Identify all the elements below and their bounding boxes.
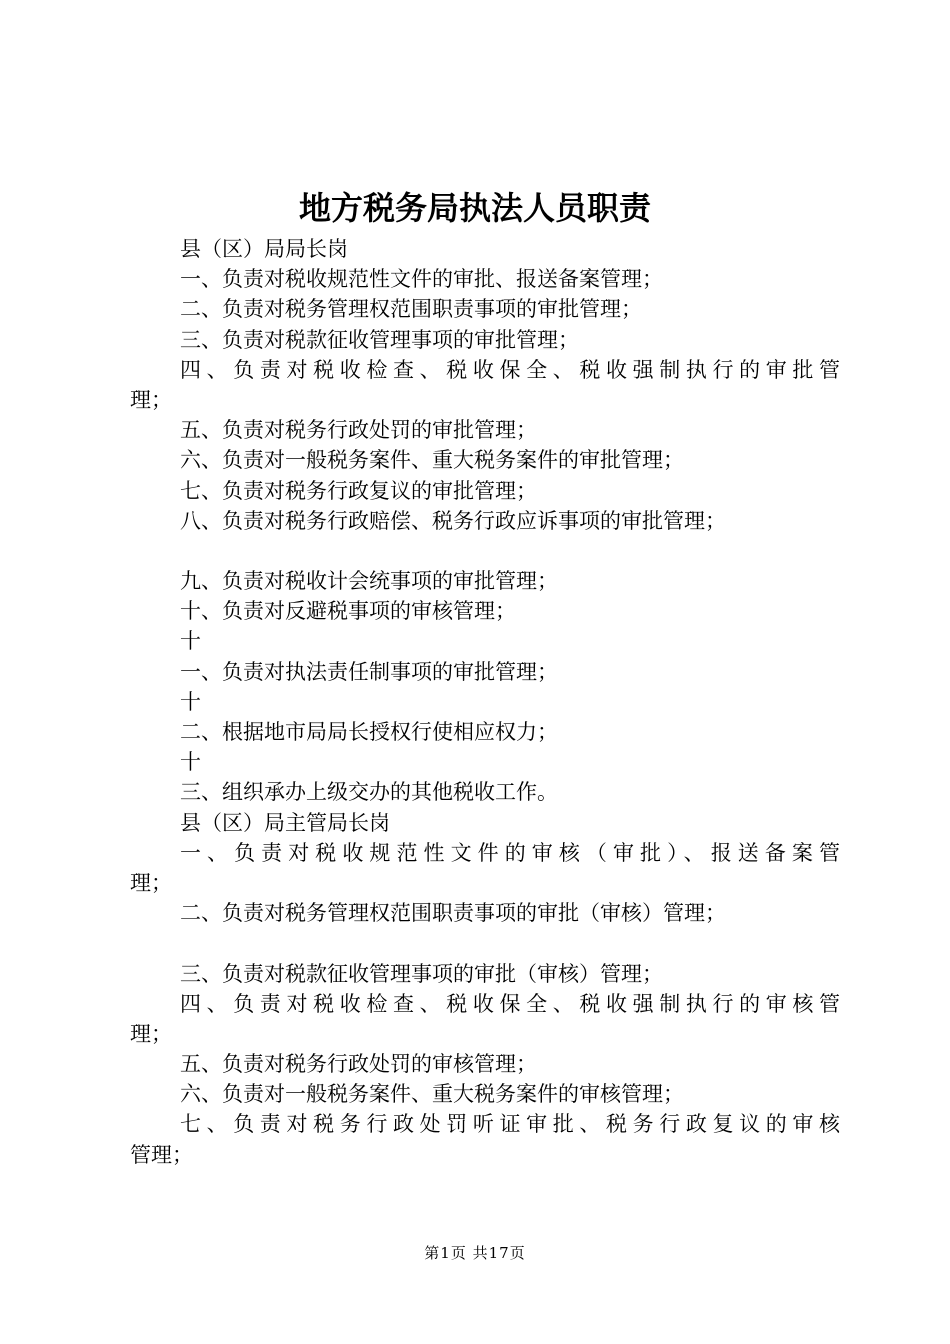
paragraph-line: 五、负责对税务行政处罚的审核管理； [180, 1052, 537, 1077]
paragraph-line: 十、负责对反避税事项的审核管理； [180, 599, 516, 624]
paragraph-line: 理； [130, 870, 172, 895]
paragraph-line: 二、负责对税务管理权范围职责事项的审批管理； [180, 297, 642, 322]
paragraph-line: 一、负责对税收规范性文件的审核（审批）、报送备案管 [180, 840, 840, 865]
paragraph-line: 县（区）局局长岗 [180, 237, 348, 261]
paragraph-line: 五、负责对税务行政处罚的审批管理； [180, 418, 537, 443]
page-title: 地方税务局执法人员职责 [298, 189, 651, 227]
paragraph-line: 九、负责对税收计会统事项的审批管理； [180, 569, 558, 594]
paragraph-line: 三、负责对税款征收管理事项的审批管理； [180, 327, 579, 352]
page-number-footer: 第1页 共17页 [424, 1244, 526, 1262]
paragraph-line: 六、负责对一般税务案件、重大税务案件的审核管理； [180, 1082, 684, 1107]
paragraph-line: 四、负责对税收检查、税收保全、税收强制执行的审核管 [180, 991, 840, 1016]
paragraph-line: 管理； [130, 1142, 193, 1167]
blank-line [130, 536, 840, 566]
paragraph-line: 理； [130, 1021, 172, 1046]
paragraph-line: 一、负责对执法责任制事项的审批管理； [180, 659, 558, 684]
paragraph-line: 十 [180, 750, 201, 775]
document-body [130, 234, 840, 1170]
paragraph-line: 一、负责对税收规范性文件的审批、报送备案管理； [180, 267, 663, 292]
paragraph-line: 十 [180, 689, 201, 714]
paragraph-line: 县（区）局主管局长岗 [180, 810, 390, 835]
paragraph-line: 八、负责对税务行政赔偿、税务行政应诉事项的审批管理； [180, 508, 726, 533]
paragraph-line: 七、负责对税务行政处罚听证审批、税务行政复议的审核 [180, 1112, 840, 1137]
paragraph-line: 十 [180, 629, 201, 654]
paragraph-line: 三、组织承办上级交办的其他税收工作。 [180, 780, 558, 805]
paragraph-line: 二、负责对税务管理权范围职责事项的审批（审核）管理； [180, 901, 726, 926]
paragraph-line: 理； [130, 387, 172, 412]
paragraph-line: 二、根据地市局局长授权行使相应权力； [180, 720, 558, 744]
paragraph-line: 七、负责对税务行政复议的审批管理； [180, 478, 537, 503]
paragraph-line: 四、负责对税收检查、税收保全、税收强制执行的审批管 [180, 357, 840, 382]
blank-line [130, 928, 840, 958]
paragraph-line: 六、负责对一般税务案件、重大税务案件的审批管理； [180, 448, 684, 473]
paragraph-line: 三、负责对税款征收管理事项的审批（审核）管理； [180, 961, 663, 986]
